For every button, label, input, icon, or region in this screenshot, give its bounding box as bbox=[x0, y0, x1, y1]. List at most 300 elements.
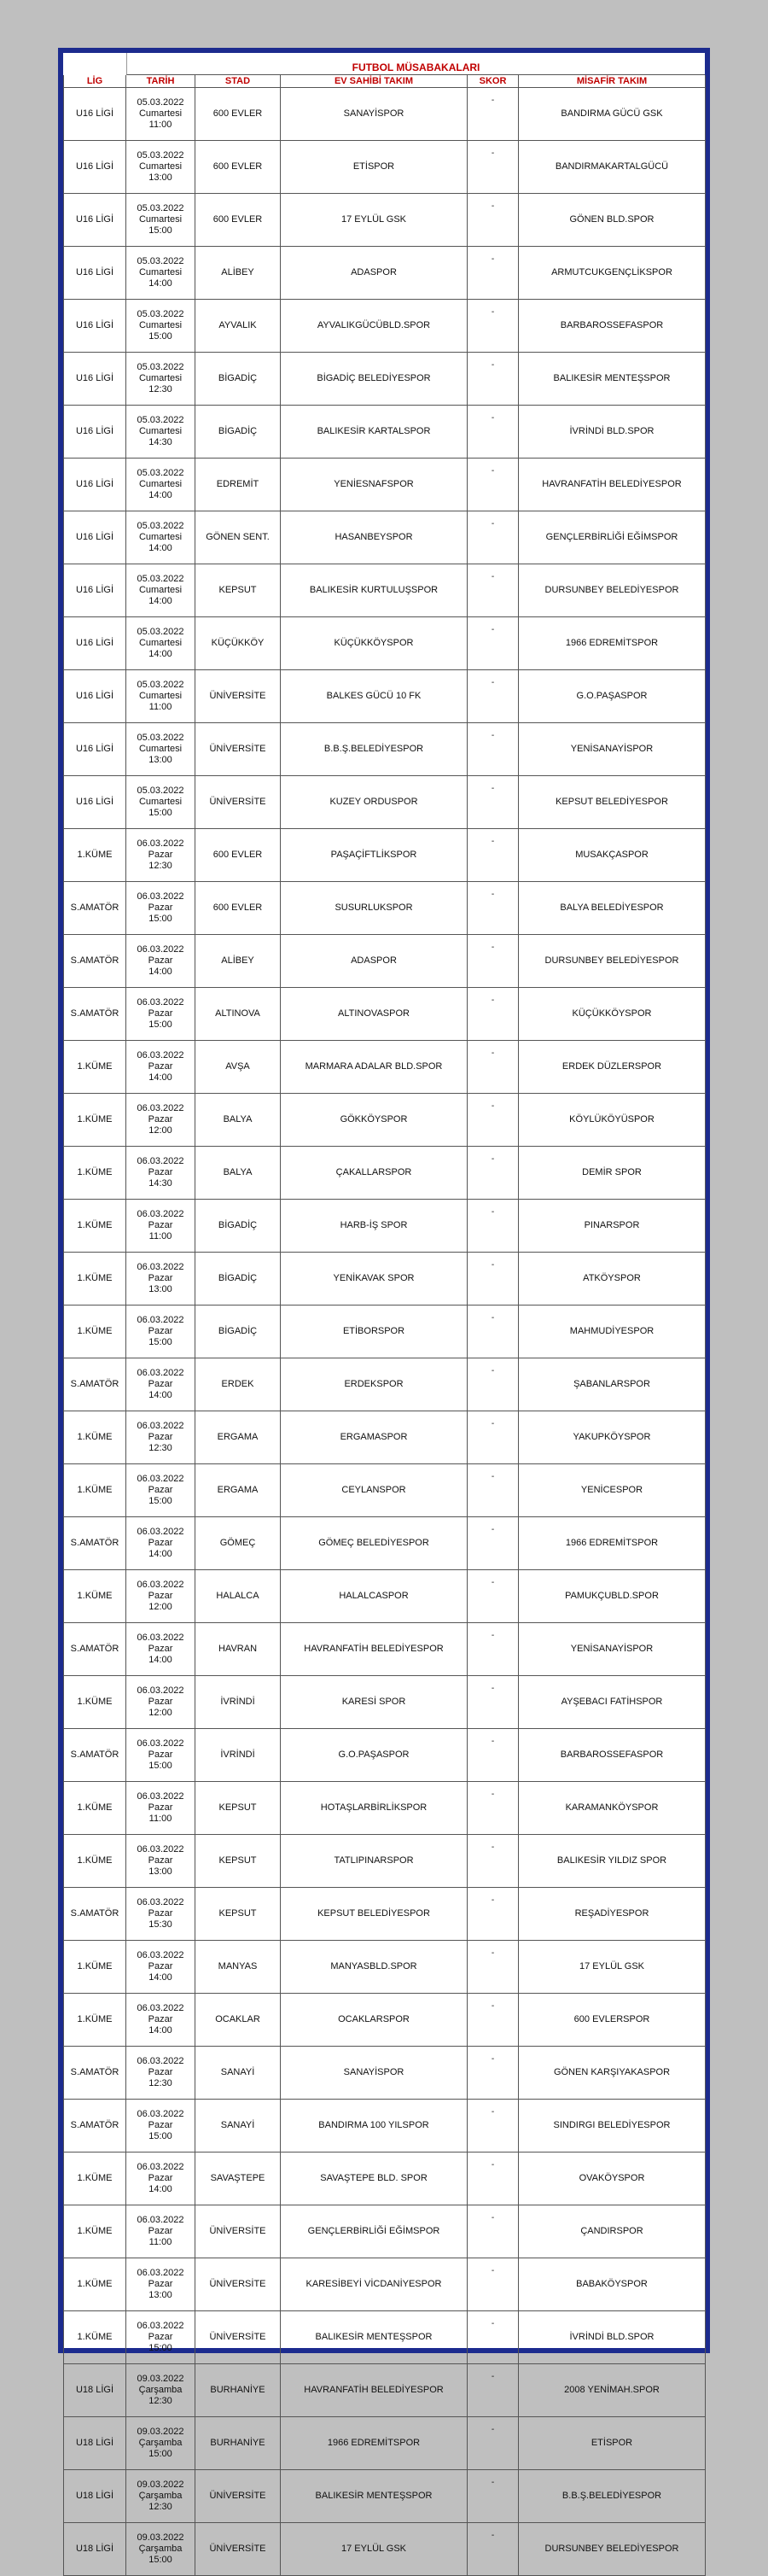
home-team-cell: SAVAŞTEPE BLD. SPOR bbox=[281, 2153, 468, 2205]
league-cell: 1.KÜME bbox=[64, 1041, 126, 1094]
table-row bbox=[64, 141, 706, 194]
stadium-cell: SANAYİ bbox=[195, 2047, 281, 2100]
date-cell-day: Cumartesi bbox=[138, 426, 183, 436]
league-cell: S.AMATÖR bbox=[64, 2047, 126, 2100]
score-cell bbox=[468, 2417, 519, 2470]
table-row bbox=[64, 1041, 706, 1094]
league-cell: 1.KÜME bbox=[64, 2153, 126, 2205]
score-value: - bbox=[491, 1366, 495, 1376]
score-value: - bbox=[491, 149, 495, 158]
home-team-cell: ETİSPOR bbox=[281, 141, 468, 194]
date-cell-date: 05.03.2022 bbox=[137, 256, 184, 266]
table-row bbox=[64, 2311, 706, 2364]
home-team-cell: 17 EYLÜL GSK bbox=[281, 194, 468, 247]
score-value: - bbox=[491, 1684, 495, 1693]
date-cell-day: Çarşamba bbox=[138, 2491, 183, 2501]
league-cell: 1.KÜME bbox=[64, 2205, 126, 2258]
date-cell bbox=[126, 670, 195, 723]
league-cell: U18 LİGİ bbox=[64, 2364, 126, 2417]
date-cell-time: 15:00 bbox=[148, 1496, 172, 1506]
date-cell bbox=[126, 194, 195, 247]
away-team-cell: YENİSANAYİSPOR bbox=[519, 1623, 706, 1676]
date-cell bbox=[126, 406, 195, 459]
home-team-cell: ÇAKALLARSPOR bbox=[281, 1147, 468, 1200]
date-cell bbox=[126, 1517, 195, 1570]
date-cell-day: Pazar bbox=[148, 1485, 173, 1495]
date-cell-time: 13:00 bbox=[148, 1866, 172, 1877]
date-cell bbox=[126, 2205, 195, 2258]
column-header-home-team: EV SAHİBİ TAKIM bbox=[281, 75, 468, 88]
date-cell-day: Pazar bbox=[148, 1008, 173, 1019]
league-cell: U16 LİGİ bbox=[64, 406, 126, 459]
table-row bbox=[64, 1570, 706, 1623]
date-cell-day: Cumartesi bbox=[138, 161, 183, 172]
home-team-cell: GENÇLERBİRLİĞİ EĞİMSPOR bbox=[281, 2205, 468, 2258]
score-value: - bbox=[491, 307, 495, 317]
date-cell-time: 14:00 bbox=[148, 543, 172, 553]
away-team-cell: G.O.PAŞASPOR bbox=[519, 670, 706, 723]
date-cell bbox=[126, 776, 195, 829]
home-team-cell: MARMARA ADALAR BLD.SPOR bbox=[281, 1041, 468, 1094]
home-team-cell: B.B.Ş.BELEDİYESPOR bbox=[281, 723, 468, 776]
score-value: - bbox=[491, 2531, 495, 2540]
league-cell: U16 LİGİ bbox=[64, 353, 126, 406]
stadium-cell: ÜNİVERSİTE bbox=[195, 2470, 281, 2523]
stadium-cell: MANYAS bbox=[195, 1941, 281, 1994]
table-row bbox=[64, 617, 706, 670]
column-header-tarih: TARİH bbox=[126, 75, 195, 88]
score-cell bbox=[468, 1464, 519, 1517]
score-cell bbox=[468, 1729, 519, 1782]
score-cell bbox=[468, 670, 519, 723]
stadium-cell: KEPSUT bbox=[195, 1888, 281, 1941]
away-team-cell: ÇANDIRSPOR bbox=[519, 2205, 706, 2258]
home-team-cell: GÖKKÖYSPOR bbox=[281, 1094, 468, 1147]
date-cell-day: Cumartesi bbox=[138, 320, 183, 330]
date-cell-time: 14:00 bbox=[148, 2025, 172, 2036]
date-cell-time: 11:00 bbox=[148, 702, 172, 712]
away-team-cell: DURSUNBEY BELEDİYESPOR bbox=[519, 564, 706, 617]
table-row bbox=[64, 1253, 706, 1306]
score-value: - bbox=[491, 1790, 495, 1799]
stadium-cell: ÜNİVERSİTE bbox=[195, 2205, 281, 2258]
table-row bbox=[64, 1729, 706, 1782]
date-cell-time: 12:00 bbox=[148, 1602, 172, 1612]
home-team-cell: KARESİ SPOR bbox=[281, 1676, 468, 1729]
date-cell bbox=[126, 1888, 195, 1941]
date-cell-date: 05.03.2022 bbox=[137, 680, 184, 690]
league-cell: 1.KÜME bbox=[64, 1094, 126, 1147]
table-row bbox=[64, 723, 706, 776]
date-cell-date: 06.03.2022 bbox=[137, 2162, 184, 2172]
date-cell-time: 11:00 bbox=[148, 1231, 172, 1241]
home-team-cell: HAVRANFATİH BELEDİYESPOR bbox=[281, 1623, 468, 1676]
date-cell-time: 15:00 bbox=[148, 1761, 172, 1771]
stadium-cell: ALTINOVA bbox=[195, 988, 281, 1041]
home-team-cell: HOTAŞLARBİRLİKSPOR bbox=[281, 1782, 468, 1835]
date-cell bbox=[126, 2523, 195, 2576]
score-value: - bbox=[491, 2213, 495, 2223]
date-cell-time: 15:00 bbox=[148, 808, 172, 818]
league-cell: 1.KÜME bbox=[64, 1570, 126, 1623]
table-row bbox=[64, 988, 706, 1041]
date-cell-day: Cumartesi bbox=[138, 744, 183, 754]
date-cell-date: 05.03.2022 bbox=[137, 362, 184, 372]
date-cell bbox=[126, 2470, 195, 2523]
stadium-cell: ÜNİVERSİTE bbox=[195, 776, 281, 829]
away-team-cell: HAVRANFATİH BELEDİYESPOR bbox=[519, 459, 706, 511]
date-cell-day: Cumartesi bbox=[138, 638, 183, 648]
score-value: - bbox=[491, 1101, 495, 1111]
table-row bbox=[64, 2153, 706, 2205]
date-cell-date: 06.03.2022 bbox=[137, 1685, 184, 1696]
stadium-cell: BİGADİÇ bbox=[195, 406, 281, 459]
date-cell-day: Pazar bbox=[148, 1538, 173, 1548]
date-cell bbox=[126, 1464, 195, 1517]
league-cell: U16 LİGİ bbox=[64, 617, 126, 670]
stadium-cell: HALALCA bbox=[195, 1570, 281, 1623]
date-cell bbox=[126, 1253, 195, 1306]
stadium-cell: ÜNİVERSİTE bbox=[195, 2523, 281, 2576]
away-team-cell: DURSUNBEY BELEDİYESPOR bbox=[519, 2523, 706, 2576]
table-row bbox=[64, 1411, 706, 1464]
date-cell-day: Cumartesi bbox=[138, 267, 183, 277]
date-cell bbox=[126, 141, 195, 194]
league-cell: 1.KÜME bbox=[64, 2258, 126, 2311]
away-team-cell: 600 EVLERSPOR bbox=[519, 1994, 706, 2047]
table-row bbox=[64, 1676, 706, 1729]
date-cell-time: 14:00 bbox=[148, 1549, 172, 1559]
score-cell bbox=[468, 1253, 519, 1306]
away-team-cell: PAMUKÇUBLD.SPOR bbox=[519, 1570, 706, 1623]
table-row bbox=[64, 2364, 706, 2417]
away-team-cell: BANDIRMA GÜCÜ GSK bbox=[519, 88, 706, 141]
away-team-cell: YENİCESPOR bbox=[519, 1464, 706, 1517]
date-cell-day: Pazar bbox=[148, 1644, 173, 1654]
score-value: - bbox=[491, 625, 495, 634]
score-value: - bbox=[491, 1472, 495, 1481]
date-cell-time: 14:00 bbox=[148, 490, 172, 500]
away-team-cell: KÖYLÜKÖYÜSPOR bbox=[519, 1094, 706, 1147]
league-cell: U18 LİGİ bbox=[64, 2417, 126, 2470]
stadium-cell: İVRİNDİ bbox=[195, 1729, 281, 1782]
date-cell bbox=[126, 1411, 195, 1464]
score-value: - bbox=[491, 1313, 495, 1323]
date-cell-time: 14:00 bbox=[148, 2184, 172, 2194]
home-team-cell: SUSURLUKSPOR bbox=[281, 882, 468, 935]
home-team-cell: BİGADİÇ BELEDİYESPOR bbox=[281, 353, 468, 406]
home-team-cell: MANYASBLD.SPOR bbox=[281, 1941, 468, 1994]
date-cell-date: 05.03.2022 bbox=[137, 415, 184, 425]
league-cell: U18 LİGİ bbox=[64, 2523, 126, 2576]
match-table-body bbox=[64, 88, 706, 2576]
away-team-cell: MUSAKÇASPOR bbox=[519, 829, 706, 882]
date-cell bbox=[126, 2153, 195, 2205]
date-cell-date: 06.03.2022 bbox=[137, 944, 184, 955]
score-cell bbox=[468, 776, 519, 829]
table-row bbox=[64, 670, 706, 723]
score-value: - bbox=[491, 2160, 495, 2170]
score-value: - bbox=[491, 1843, 495, 1852]
home-team-cell: HALALCASPOR bbox=[281, 1570, 468, 1623]
score-value: - bbox=[491, 1049, 495, 1058]
date-cell-day: Pazar bbox=[148, 2226, 173, 2236]
table-row bbox=[64, 300, 706, 353]
home-team-cell: G.O.PAŞASPOR bbox=[281, 1729, 468, 1782]
away-team-cell: OVAKÖYSPOR bbox=[519, 2153, 706, 2205]
away-team-cell: MAHMUDİYESPOR bbox=[519, 1306, 706, 1358]
home-team-cell: HAVRANFATİH BELEDİYESPOR bbox=[281, 2364, 468, 2417]
date-cell-time: 12:30 bbox=[148, 2502, 172, 2512]
stadium-cell: 600 EVLER bbox=[195, 882, 281, 935]
date-cell-time: 12:30 bbox=[148, 861, 172, 871]
table-row bbox=[64, 1517, 706, 1570]
score-cell bbox=[468, 511, 519, 564]
stadium-cell: OCAKLAR bbox=[195, 1994, 281, 2047]
away-team-cell: 2008 YENİMAH.SPOR bbox=[519, 2364, 706, 2417]
schedule-sheet bbox=[63, 53, 705, 2565]
table-row bbox=[64, 2470, 706, 2523]
date-cell-day: Pazar bbox=[148, 1114, 173, 1124]
away-team-cell: BANDIRMAKARTALGÜCÜ bbox=[519, 141, 706, 194]
home-team-cell: 17 EYLÜL GSK bbox=[281, 2523, 468, 2576]
home-team-cell: HASANBEYSPOR bbox=[281, 511, 468, 564]
column-header-skor: SKOR bbox=[468, 75, 519, 88]
score-value: - bbox=[491, 1737, 495, 1746]
table-row bbox=[64, 2047, 706, 2100]
table-row bbox=[64, 935, 706, 988]
away-team-cell: KÜÇÜKKÖYSPOR bbox=[519, 988, 706, 1041]
date-cell-time: 15:00 bbox=[148, 2131, 172, 2141]
league-cell: 1.KÜME bbox=[64, 1411, 126, 1464]
stadium-cell: ERGAMA bbox=[195, 1411, 281, 1464]
league-cell: U16 LİGİ bbox=[64, 776, 126, 829]
away-team-cell: 17 EYLÜL GSK bbox=[519, 1941, 706, 1994]
date-cell-day: Pazar bbox=[148, 955, 173, 966]
table-row bbox=[64, 1464, 706, 1517]
stadium-cell: ÜNİVERSİTE bbox=[195, 723, 281, 776]
score-cell bbox=[468, 2311, 519, 2364]
stadium-cell: KEPSUT bbox=[195, 564, 281, 617]
date-cell-time: 13:00 bbox=[148, 1284, 172, 1294]
away-team-cell: ERDEK DÜZLERSPOR bbox=[519, 1041, 706, 1094]
date-cell bbox=[126, 829, 195, 882]
stadium-cell: KEPSUT bbox=[195, 1782, 281, 1835]
date-cell-day: Çarşamba bbox=[138, 2438, 183, 2448]
stadium-cell: ERGAMA bbox=[195, 1464, 281, 1517]
date-cell bbox=[126, 247, 195, 300]
date-cell-date: 06.03.2022 bbox=[137, 1103, 184, 1113]
away-team-cell: İVRİNDİ BLD.SPOR bbox=[519, 406, 706, 459]
date-cell-day: Cumartesi bbox=[138, 691, 183, 701]
away-team-cell: 1966 EDREMİTSPOR bbox=[519, 1517, 706, 1570]
away-team-cell: İVRİNDİ BLD.SPOR bbox=[519, 2311, 706, 2364]
away-team-cell: DURSUNBEY BELEDİYESPOR bbox=[519, 935, 706, 988]
stadium-cell: BURHANİYE bbox=[195, 2417, 281, 2470]
score-cell bbox=[468, 353, 519, 406]
column-header-away-team: MİSAFİR TAKIM bbox=[519, 75, 706, 88]
date-cell-time: 12:30 bbox=[148, 1443, 172, 1453]
stadium-cell: KEPSUT bbox=[195, 1835, 281, 1888]
date-cell-date: 05.03.2022 bbox=[137, 309, 184, 319]
date-cell-date: 06.03.2022 bbox=[137, 2215, 184, 2225]
league-cell: 1.KÜME bbox=[64, 1782, 126, 1835]
date-cell-date: 06.03.2022 bbox=[137, 2321, 184, 2331]
home-team-cell: KUZEY ORDUSPOR bbox=[281, 776, 468, 829]
date-cell-day: Cumartesi bbox=[138, 108, 183, 119]
score-cell bbox=[468, 829, 519, 882]
stadium-cell: BALYA bbox=[195, 1147, 281, 1200]
away-team-cell: BALIKESİR YILDIZ SPOR bbox=[519, 1835, 706, 1888]
table-row bbox=[64, 882, 706, 935]
stadium-cell: ALİBEY bbox=[195, 935, 281, 988]
score-cell bbox=[468, 2523, 519, 2576]
date-cell-date: 06.03.2022 bbox=[137, 1474, 184, 1484]
date-cell-day: Pazar bbox=[148, 1432, 173, 1442]
stadium-cell: EDREMİT bbox=[195, 459, 281, 511]
date-cell bbox=[126, 511, 195, 564]
date-cell bbox=[126, 1041, 195, 1094]
score-value: - bbox=[491, 2478, 495, 2487]
table-row bbox=[64, 459, 706, 511]
date-cell-time: 15:00 bbox=[148, 225, 172, 236]
home-team-cell: BALKES GÜCÜ 10 FK bbox=[281, 670, 468, 723]
date-cell-time: 15:00 bbox=[148, 1337, 172, 1347]
date-cell bbox=[126, 1994, 195, 2047]
date-cell-date: 05.03.2022 bbox=[137, 574, 184, 584]
away-team-cell: REŞADİYESPOR bbox=[519, 1888, 706, 1941]
score-value: - bbox=[491, 2107, 495, 2117]
away-team-cell: SINDIRGI BELEDİYESPOR bbox=[519, 2100, 706, 2153]
score-cell bbox=[468, 141, 519, 194]
stadium-cell: BİGADİÇ bbox=[195, 1253, 281, 1306]
date-cell bbox=[126, 1941, 195, 1994]
score-cell bbox=[468, 88, 519, 141]
date-cell-day: Pazar bbox=[148, 850, 173, 860]
league-cell: S.AMATÖR bbox=[64, 882, 126, 935]
date-cell bbox=[126, 988, 195, 1041]
score-cell bbox=[468, 1623, 519, 1676]
table-row bbox=[64, 2417, 706, 2470]
score-cell bbox=[468, 988, 519, 1041]
score-cell bbox=[468, 935, 519, 988]
table-row bbox=[64, 829, 706, 882]
date-cell-time: 13:00 bbox=[148, 755, 172, 765]
date-cell-time: 12:30 bbox=[148, 384, 172, 394]
date-cell bbox=[126, 88, 195, 141]
home-team-cell: SANAYİSPOR bbox=[281, 2047, 468, 2100]
score-cell bbox=[468, 406, 519, 459]
date-cell-day: Cumartesi bbox=[138, 479, 183, 489]
date-cell-day: Pazar bbox=[148, 2014, 173, 2024]
score-value: - bbox=[491, 890, 495, 899]
score-value: - bbox=[491, 1948, 495, 1958]
date-cell-time: 15:00 bbox=[148, 331, 172, 342]
away-team-cell: ARMUTCUKGENÇLİKSPOR bbox=[519, 247, 706, 300]
date-cell bbox=[126, 1676, 195, 1729]
score-cell bbox=[468, 2258, 519, 2311]
table-row bbox=[64, 776, 706, 829]
score-value: - bbox=[491, 254, 495, 264]
away-team-cell: GÖNEN BLD.SPOR bbox=[519, 194, 706, 247]
table-row bbox=[64, 1782, 706, 1835]
score-cell bbox=[468, 2047, 519, 2100]
home-team-cell: KARESİBEYİ VİCDANİYESPOR bbox=[281, 2258, 468, 2311]
date-cell-date: 05.03.2022 bbox=[137, 521, 184, 531]
score-value: - bbox=[491, 1631, 495, 1640]
date-cell-time: 15:00 bbox=[148, 2555, 172, 2565]
table-row bbox=[64, 353, 706, 406]
date-cell-time: 14:30 bbox=[148, 437, 172, 447]
home-team-cell: SANAYİSPOR bbox=[281, 88, 468, 141]
away-team-cell: BARBAROSSEFASPOR bbox=[519, 1729, 706, 1782]
date-cell bbox=[126, 2417, 195, 2470]
league-cell: U16 LİGİ bbox=[64, 194, 126, 247]
league-cell: U16 LİGİ bbox=[64, 141, 126, 194]
score-value: - bbox=[491, 1525, 495, 1534]
stadium-cell: BALYA bbox=[195, 1094, 281, 1147]
score-value: - bbox=[491, 360, 495, 370]
score-value: - bbox=[491, 2425, 495, 2434]
league-cell: 1.KÜME bbox=[64, 1200, 126, 1253]
league-cell: U16 LİGİ bbox=[64, 564, 126, 617]
score-cell bbox=[468, 459, 519, 511]
date-cell-date: 06.03.2022 bbox=[137, 2056, 184, 2066]
stadium-cell: GÖNEN SENT. bbox=[195, 511, 281, 564]
score-cell bbox=[468, 564, 519, 617]
score-cell bbox=[468, 247, 519, 300]
date-cell-date: 06.03.2022 bbox=[137, 1050, 184, 1060]
league-cell: U18 LİGİ bbox=[64, 2470, 126, 2523]
league-cell: 1.KÜME bbox=[64, 1835, 126, 1888]
date-cell-date: 06.03.2022 bbox=[137, 1209, 184, 1219]
date-cell-day: Pazar bbox=[148, 1273, 173, 1283]
league-cell: S.AMATÖR bbox=[64, 1358, 126, 1411]
stadium-cell: ALİBEY bbox=[195, 247, 281, 300]
stadium-cell: ÜNİVERSİTE bbox=[195, 2311, 281, 2364]
league-cell: U16 LİGİ bbox=[64, 723, 126, 776]
stadium-cell: GÖMEÇ bbox=[195, 1517, 281, 1570]
league-cell: U16 LİGİ bbox=[64, 670, 126, 723]
score-cell bbox=[468, 1094, 519, 1147]
table-row bbox=[64, 194, 706, 247]
date-cell-day: Cumartesi bbox=[138, 797, 183, 807]
away-team-cell: ŞABANLARSPOR bbox=[519, 1358, 706, 1411]
date-cell-date: 09.03.2022 bbox=[137, 2427, 184, 2437]
date-cell-day: Çarşamba bbox=[138, 2385, 183, 2395]
date-cell bbox=[126, 1358, 195, 1411]
date-cell-date: 09.03.2022 bbox=[137, 2480, 184, 2490]
date-cell-date: 05.03.2022 bbox=[137, 733, 184, 743]
date-cell-time: 13:00 bbox=[148, 2290, 172, 2300]
away-team-cell: GENÇLERBİRLİĞİ EĞİMSPOR bbox=[519, 511, 706, 564]
date-cell bbox=[126, 564, 195, 617]
date-cell-date: 06.03.2022 bbox=[137, 2109, 184, 2119]
stadium-cell: ERDEK bbox=[195, 1358, 281, 1411]
date-cell-date: 06.03.2022 bbox=[137, 1950, 184, 1960]
home-team-cell: BANDIRMA 100 YILSPOR bbox=[281, 2100, 468, 2153]
date-cell-time: 15:00 bbox=[148, 2449, 172, 2459]
score-value: - bbox=[491, 2319, 495, 2328]
score-value: - bbox=[491, 96, 495, 105]
date-cell-time: 14:00 bbox=[148, 1390, 172, 1400]
date-cell bbox=[126, 723, 195, 776]
date-cell-day: Pazar bbox=[148, 1908, 173, 1919]
score-cell bbox=[468, 1411, 519, 1464]
away-team-cell: 1966 EDREMİTSPOR bbox=[519, 617, 706, 670]
date-cell bbox=[126, 1200, 195, 1253]
date-cell bbox=[126, 353, 195, 406]
